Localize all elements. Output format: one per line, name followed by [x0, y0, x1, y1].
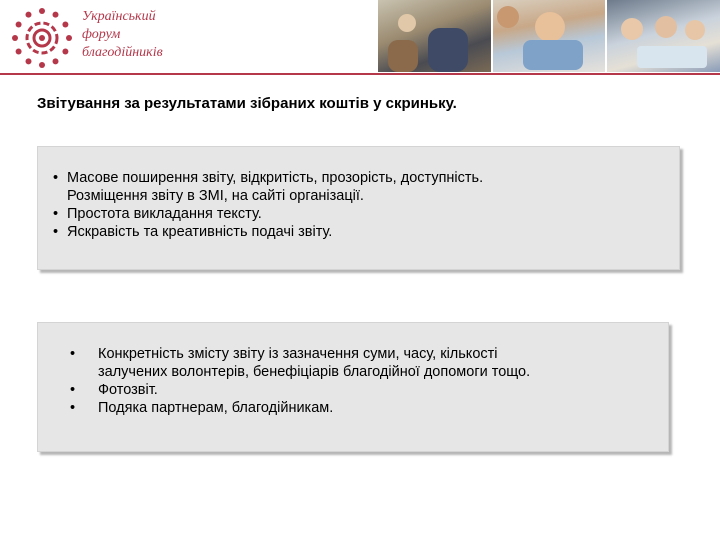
- list-item-continuation: [70, 363, 660, 381]
- logo-line-2: форум: [82, 27, 121, 42]
- list-item-continuation: [53, 187, 663, 205]
- list-item: [70, 381, 660, 399]
- page-title: Звітування за результатами зібраних коштів у скриньку.: [37, 95, 457, 112]
- list-item: [70, 345, 660, 363]
- list-item-text: Розміщення звіту в ЗМІ, на сайті організації.: [67, 188, 364, 204]
- bullet-icon: •: [70, 400, 76, 416]
- list-item-text: Простота викладання тексту.: [67, 206, 262, 222]
- bullet-list-1: [53, 169, 663, 241]
- content-box-2: [37, 322, 669, 452]
- logo-spiral-icon: [12, 8, 72, 68]
- header-photos: [378, 0, 720, 72]
- list-item-text: Конкретність змісту звіту із зазначення суми, часу, кількості: [98, 346, 498, 362]
- list-item: [70, 399, 660, 417]
- bullet-icon: •: [53, 224, 59, 240]
- photo-child-reading: [493, 0, 606, 72]
- list-item: [53, 169, 663, 187]
- list-item-text: Яскравість та креативність подачі звіту.: [67, 224, 333, 240]
- list-item-text: Масове поширення звіту, відкритість, прозорість, доступність.: [67, 170, 484, 186]
- logo-text: [82, 8, 192, 62]
- bullet-icon: •: [70, 346, 76, 362]
- photo-volunteers: [378, 0, 491, 72]
- list-item: [53, 223, 663, 241]
- list-item: [53, 205, 663, 223]
- list-item-text: Фотозвіт.: [98, 382, 158, 398]
- list-item-text: Подяка партнерам, благодійникам.: [98, 400, 334, 416]
- bullet-icon: •: [53, 206, 59, 222]
- content-box-1: [37, 146, 680, 270]
- header-divider: [0, 73, 720, 75]
- bullet-icon: •: [53, 170, 59, 186]
- bullet-list-2: [70, 345, 660, 417]
- bullet-icon: •: [70, 382, 76, 398]
- photo-classroom: [607, 0, 720, 72]
- logo-line-1: Український: [82, 9, 156, 24]
- list-item-text: залучених волонтерів, бенефіціарів благодійної допомоги тощо.: [98, 364, 531, 380]
- logo-line-3: благодійників: [82, 45, 163, 60]
